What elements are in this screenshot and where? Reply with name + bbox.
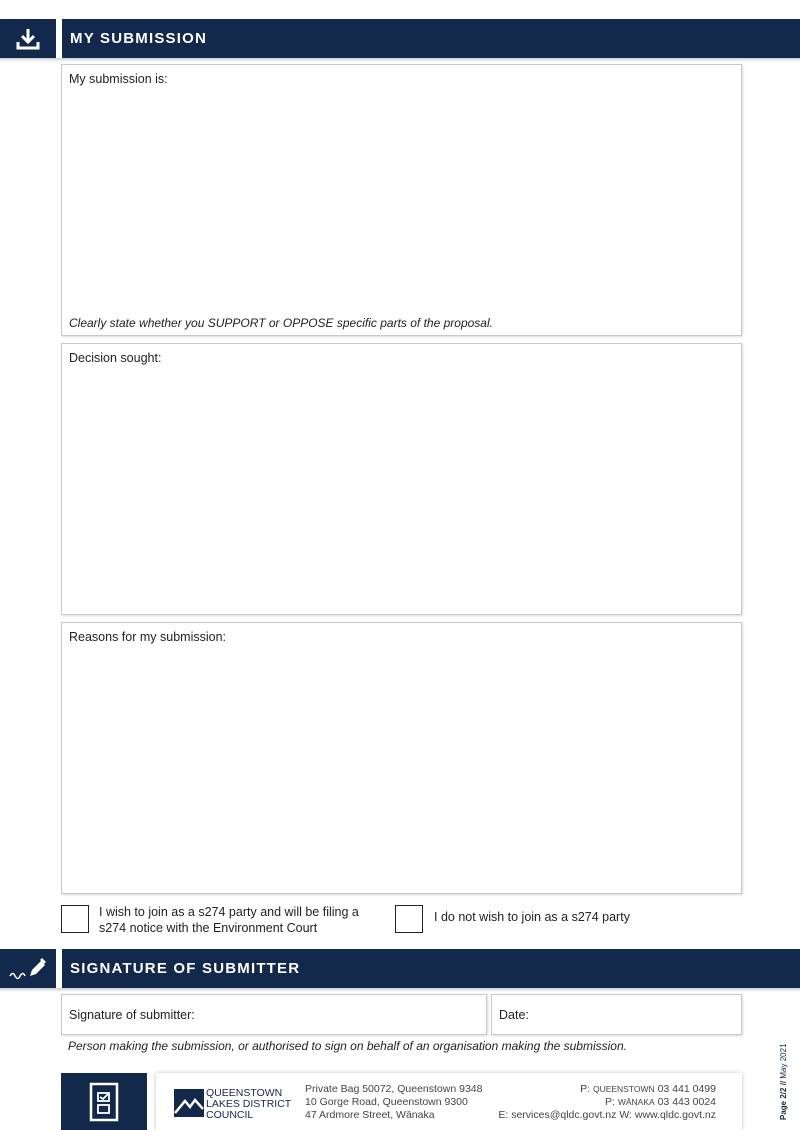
decision-label: Decision sought: (69, 351, 162, 365)
page-sep: // (779, 1080, 788, 1086)
header-shadow (0, 988, 800, 992)
decision-sought-field[interactable] (61, 343, 742, 615)
header-shadow (0, 58, 800, 62)
footer-card (156, 1073, 742, 1130)
phone2-prefix: P: (604, 1096, 615, 1108)
join-s274-line2: s274 notice with the Environment Court (99, 921, 318, 935)
phone2-place: WĀNAKA (617, 1097, 655, 1107)
download-icon (15, 26, 41, 52)
org-line1: QUEENSTOWN (206, 1087, 283, 1099)
phone-queenstown (498, 1083, 716, 1096)
download-icon-box (0, 19, 56, 58)
section-header-signature (62, 949, 800, 988)
page-info (779, 1043, 788, 1120)
phone1-number: 03 441 0499 (657, 1083, 716, 1095)
date-field[interactable] (491, 994, 742, 1035)
submission-field[interactable] (61, 64, 742, 336)
not-join-s274-checkbox[interactable] (395, 905, 423, 933)
signature-field[interactable] (61, 994, 487, 1035)
section-header-my-submission (62, 19, 800, 58)
org-line2: LAKES DISTRICT (206, 1098, 292, 1110)
join-s274-label (99, 904, 379, 936)
page-number: Page 2/2 (779, 1087, 788, 1120)
date-label: Date: (499, 1008, 529, 1022)
pen-signature-icon (8, 956, 48, 982)
signature-icon-box (0, 949, 56, 988)
address-line2: 10 Gorge Road, Queenstown 9300 (305, 1096, 468, 1108)
reasons-field[interactable] (61, 622, 742, 894)
org-line3: COUNCIL (206, 1109, 254, 1121)
postal-addresses (305, 1083, 482, 1122)
org-name (206, 1088, 291, 1121)
join-s274-checkbox[interactable] (61, 905, 89, 933)
submission-hint: Clearly state whether you SUPPORT or OPPOSE specific parts of the proposal. (69, 316, 493, 330)
reasons-label: Reasons for my submission: (69, 630, 227, 644)
phone1-prefix: P: (580, 1083, 591, 1095)
join-s274-line1: I wish to join as a s274 party and will be filing a (99, 905, 359, 919)
phone1-place: QUEENSTOWN (592, 1084, 655, 1094)
address-line1: Private Bag 50072, Queenstown 9348 (305, 1083, 483, 1095)
section-title: MY SUBMISSION (70, 30, 208, 47)
email-web: E: services@qldc.govt.nz W: www.qldc.govt.nz (498, 1109, 716, 1121)
not-join-s274-label: I do not wish to join as a s274 party (434, 910, 630, 924)
checklist-form-icon (89, 1082, 119, 1122)
signature-note: Person making the submission, or authorised to sign on behalf of an organisation making the submission. (68, 1039, 627, 1053)
submission-label: My submission is: (69, 72, 168, 86)
footer-form-icon-box (61, 1073, 147, 1130)
section-title: SIGNATURE OF SUBMITTER (70, 960, 301, 977)
qldc-mountain-logo-icon (174, 1089, 204, 1117)
address-line3: 47 Ardmore Street, Wānaka (305, 1109, 435, 1121)
page-date: May 2021 (779, 1043, 788, 1079)
signature-label: Signature of submitter: (69, 1008, 195, 1022)
contact-details (498, 1083, 716, 1122)
phone2-number: 03 443 0024 (657, 1096, 716, 1108)
phone-wanaka (498, 1096, 716, 1109)
